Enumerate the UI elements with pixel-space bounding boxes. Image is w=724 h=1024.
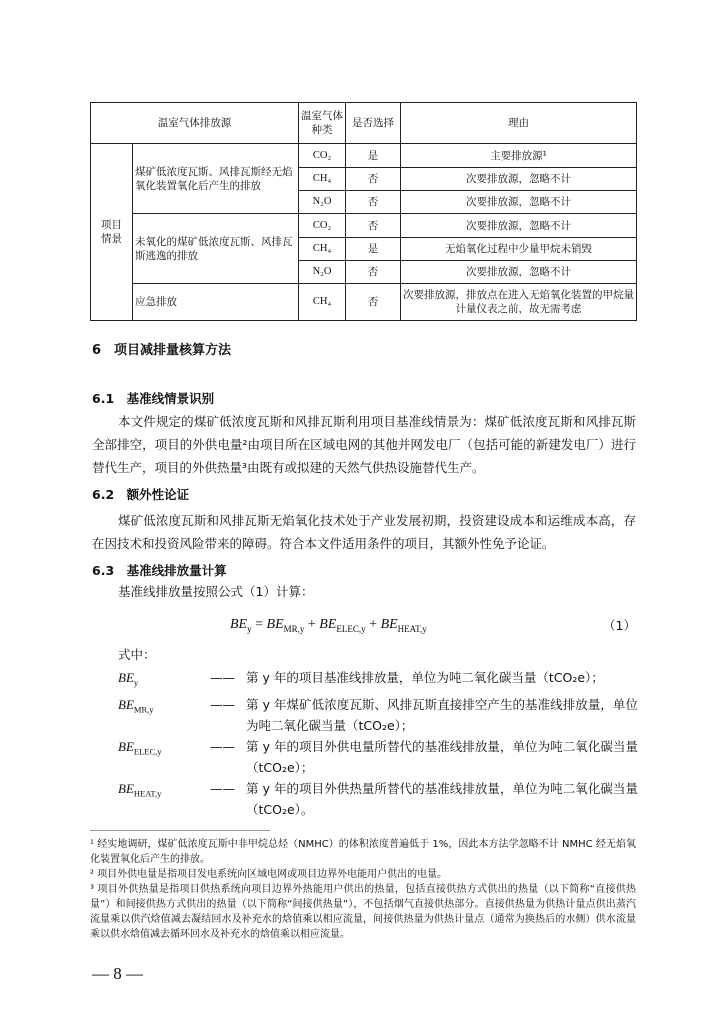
section-6-2-heading: 6.2 额外性论证 (92, 487, 190, 502)
header-gas: 温室气体种类 (299, 103, 346, 144)
table-header-row (91, 103, 637, 144)
where-label: 式中： (118, 647, 156, 662)
selected-cell: 否 (346, 261, 401, 284)
footnotes (90, 837, 636, 942)
emission-source-table (90, 102, 637, 321)
reason-cell: 次要排放源，排放点在进入无焰氧化装置的甲烷量计量仪表之前，故无需考虑 (401, 284, 637, 321)
definition-item (118, 778, 638, 820)
gas-cell: CO₂ (299, 144, 346, 168)
selected-cell: 否 (346, 191, 401, 214)
reason-cell: 主要排放源¹ (401, 144, 637, 168)
footnote-1: ¹ 经实地调研，煤矿低浓度瓦斯中非甲烷总烃（NMHC）的体积浓度普遍低于 1%，因此本方法学忽略不计 NMHC 经无焰氧化装置氧化后产生的排放。 (90, 838, 636, 865)
reason-cell: 无焰氧化过程中少量甲烷未销毁 (401, 238, 637, 261)
section-6-1-heading: 6.1 基准线情景识别 (92, 391, 215, 406)
footnote-3: ³ 项目外供热量是指项目供热系统向项目边界外热能用户供出的热量，包括直接供热方式供出的热量（以下简称“直接供热量”）和间接供热方式供出的热量（以下简称“间接供热量”），不包括烟气直接供热部分。直接供热量为供热计量点供出蒸汽流量乘以供汽焓值减去凝结回水及补充水的焓值乘以相应流量，间接供热量为供热计量点（通常为换热后的水侧）供水流量乘以供水焓值减去循环回水及补充水的焓值乘以相应流量。 (90, 883, 636, 940)
reason-cell: 次要排放源，忽略不计 (401, 261, 637, 284)
dash: —— (210, 738, 235, 754)
dash: —— (210, 670, 235, 685)
symbol: $BE_y$ (118, 670, 139, 688)
formula-row (92, 615, 636, 637)
table-row (91, 144, 637, 168)
header-reason: 理由 (401, 103, 637, 144)
definition-text: 第 y 年的项目外供电量所替代的基准线排放量，单位为吨二氧化碳当量（tCO₂e）； (246, 738, 638, 775)
definition-text: 第 y 年煤矿低浓度瓦斯、风排瓦斯直接排空产生的基准线排放量，单位为吨二氧化碳当量（tCO₂e）； (246, 696, 638, 733)
selected-cell: 否 (346, 168, 401, 191)
formula-intro: 基准线排放量按照公式（1）计算： (118, 584, 314, 599)
formula-1: $BE_y = BE_{MR,y} + BE_{ELEC,y} + BE_{HEAT,y}$ (230, 617, 427, 634)
reason-cell: 次要排放源，忽略不计 (401, 191, 637, 214)
dash: —— (210, 696, 235, 712)
page-number: — 8 — (92, 963, 143, 983)
source-name: 未氧化的煤矿低浓度瓦斯、风排瓦斯逃逸的排放 (133, 214, 299, 284)
source-name: 应急排放 (133, 284, 299, 321)
reason-cell: 次要排放源，忽略不计 (401, 214, 637, 238)
section-6-3-heading: 6.3 基准线排放量计算 (92, 563, 227, 578)
dash: —— (210, 780, 235, 796)
selected-cell: 是 (346, 144, 401, 168)
header-selected: 是否选择 (346, 103, 401, 144)
definitions-list (118, 667, 638, 820)
section-6-1-text: 本文件规定的煤矿低浓度瓦斯和风排瓦斯利用项目基准线情景为：煤矿低浓度瓦斯和风排瓦斯全部排空，项目的外供电量²由项目所在区域电网的其他并网发电厂（包括可能的新建发电厂）进行替代生产，项目的外供热量³由既有或拟建的天然气供热设施替代生产。 (92, 414, 636, 475)
gas-cell: N₂O (299, 261, 346, 284)
table-row (91, 214, 637, 238)
gas-cell: CH₄ (299, 284, 346, 321)
definition-text: 第 y 年的项目外供热量所替代的基准线排放量，单位为吨二氧化碳当量（tCO₂e）。 (246, 780, 638, 817)
section-6-heading: 6 项目减排量核算方法 (92, 343, 232, 358)
gas-cell: N₂O (299, 191, 346, 214)
gas-cell: CH₄ (299, 168, 346, 191)
equation-number: （1） (603, 618, 636, 633)
reason-cell: 次要排放源，忽略不计 (401, 168, 637, 191)
table-row (91, 284, 637, 321)
definition-text: 第 y 年的项目基准线排放量，单位为吨二氧化碳当量（tCO₂e）； (246, 670, 604, 685)
header-source: 温室气体排放源 (91, 103, 299, 144)
footnote-2: ² 项目外供电量是指项目发电系统向区域电网或项目边界外电能用户供出的电量。 (90, 868, 448, 880)
symbol: $BE_{ELEC,y}$ (118, 738, 162, 757)
definition-item (118, 694, 638, 736)
source-name: 煤矿低浓度瓦斯、风排瓦斯经无焰氧化装置氧化后产生的排放 (133, 144, 299, 214)
symbol: $BE_{MR,y}$ (118, 696, 154, 715)
gas-cell: CO₂ (299, 214, 346, 238)
footnote-separator (90, 830, 270, 831)
selected-cell: 否 (346, 214, 401, 238)
gas-cell: CH₄ (299, 238, 346, 261)
selected-cell: 是 (346, 238, 401, 261)
symbol: $BE_{HEAT,y}$ (118, 780, 162, 799)
body-text (92, 343, 636, 820)
section-6-2-text: 煤矿低浓度瓦斯和风排瓦斯无焰氧化技术处于产业发展初期，投资建设成本和运维成本高，存在因技术和投资风险带来的障碍。符合本文件适用条件的项目，其额外性免予论证。 (92, 513, 636, 551)
group-label: 项目情景 (91, 144, 133, 321)
definition-item (118, 736, 638, 778)
definition-item (118, 667, 638, 694)
selected-cell: 否 (346, 284, 401, 321)
